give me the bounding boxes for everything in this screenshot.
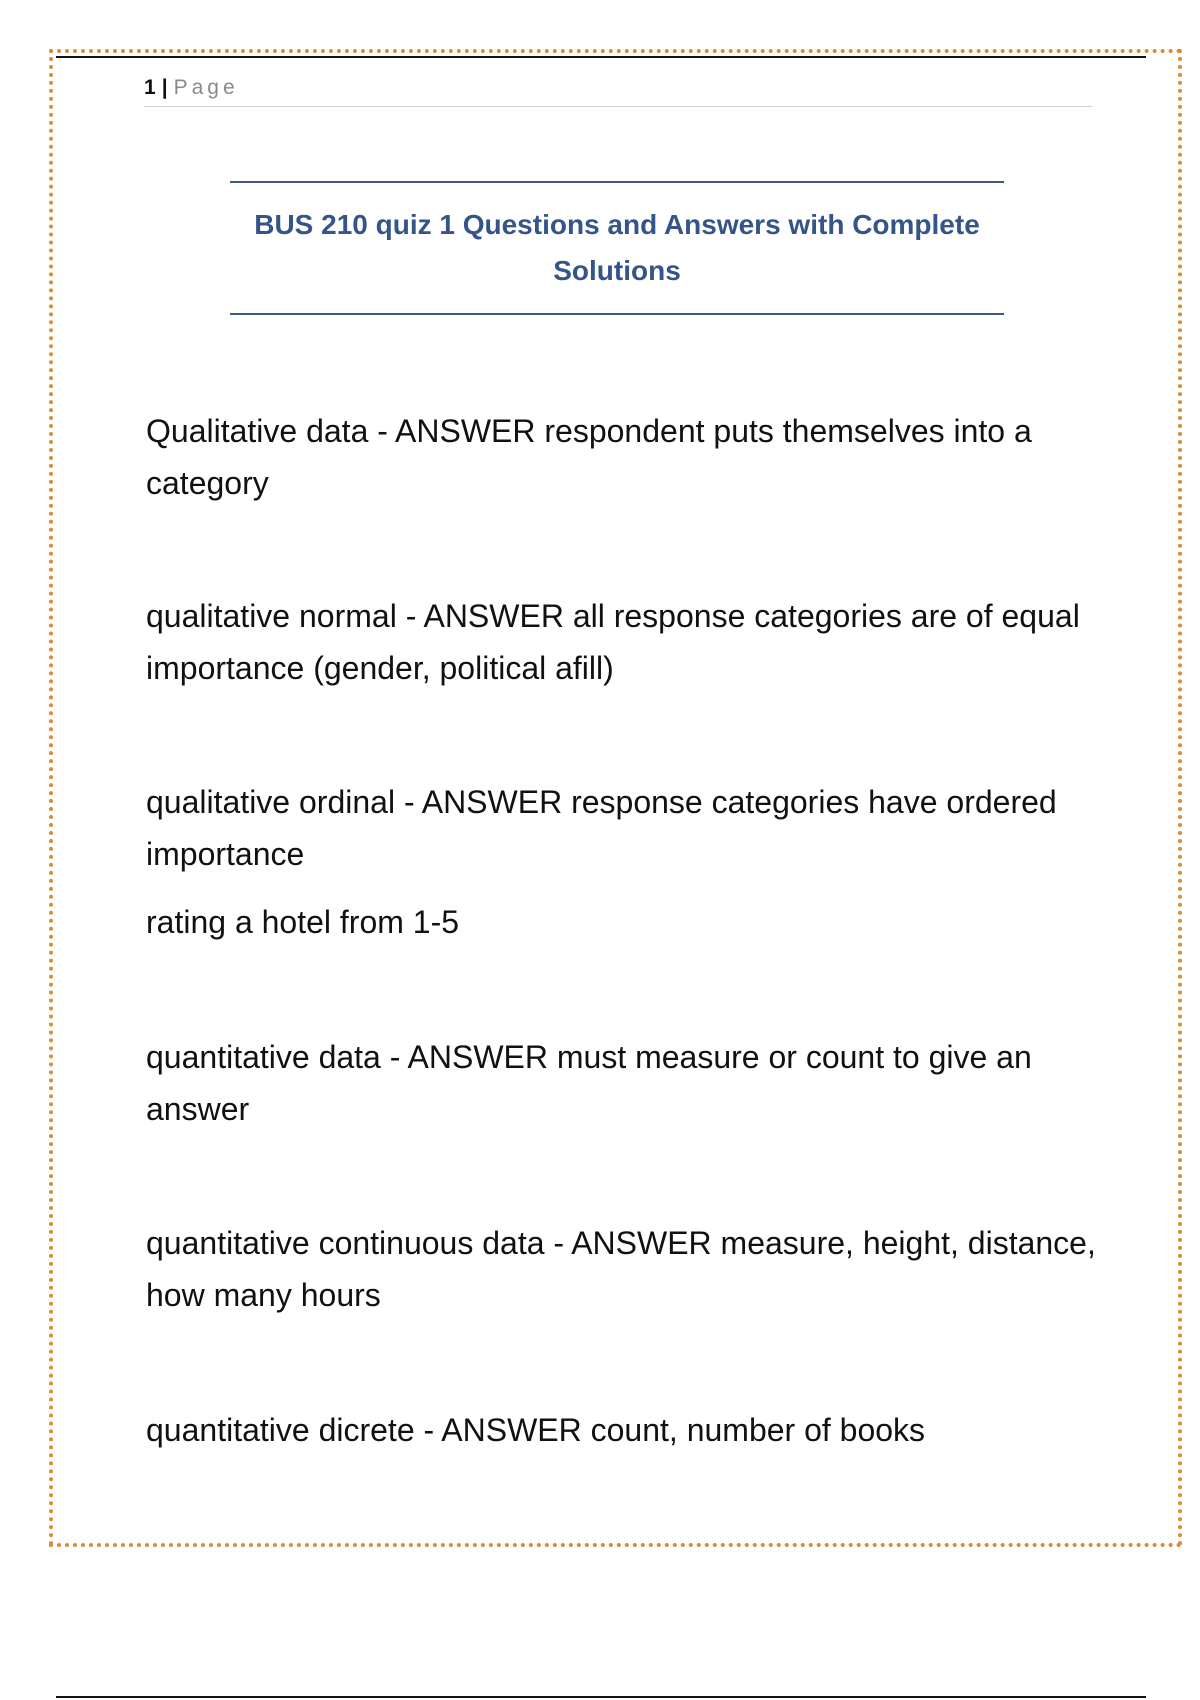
bottom-rule: [56, 1696, 1146, 1698]
entry-qualitative-normal: qualitative normal - ANSWER all response categories are of equal importance (gender, political afill): [146, 598, 1080, 686]
entry-qualitative-ordinal-example: rating a hotel from 1-5: [146, 904, 460, 940]
top-rule: [56, 56, 1146, 58]
entry-qualitative-ordinal: qualitative ordinal - ANSWER response categories have ordered importance: [146, 784, 1057, 872]
entry-quantitative-data: quantitative data - ANSWER must measure or count to give an answer: [146, 1039, 1032, 1127]
page-header: [144, 74, 1092, 107]
entry-quantitative-continuous: quantitative continuous data - ANSWER measure, height, distance, how many hours: [146, 1225, 1096, 1313]
entry-quantitative-discrete: quantitative dicrete - ANSWER count, number of books: [146, 1412, 926, 1448]
page-separator: |: [161, 76, 168, 99]
entry-qualitative-data: Qualitative data - ANSWER respondent puts themselves into a category: [146, 413, 1032, 501]
document-title: BUS 210 quiz 1 Questions and Answers with Complete Solutions: [254, 209, 980, 286]
title-block: [230, 181, 1004, 315]
page-word: Page: [173, 76, 239, 99]
page-number: 1: [144, 76, 156, 99]
